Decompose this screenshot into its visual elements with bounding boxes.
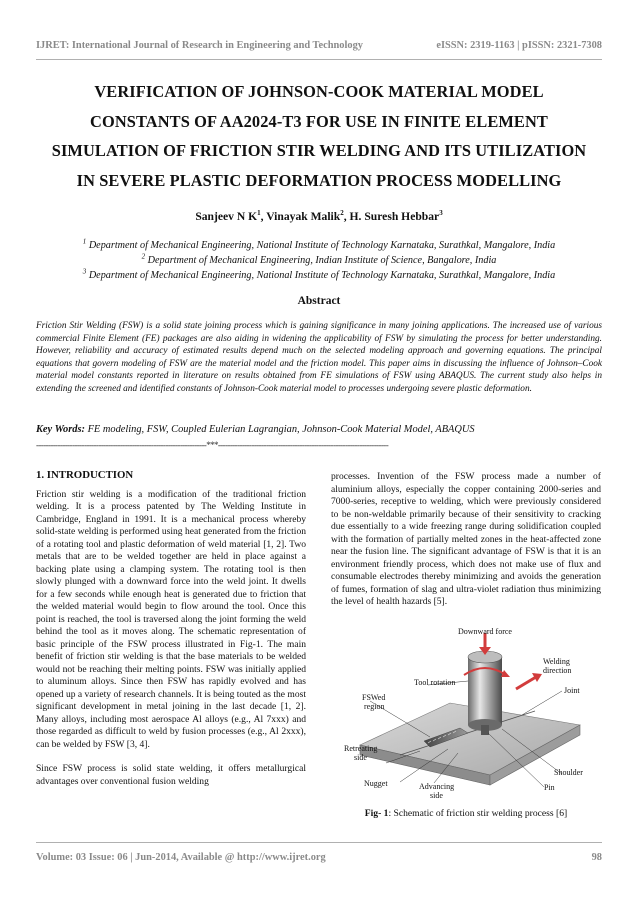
figure-caption-label: Fig- 1 bbox=[364, 808, 389, 819]
affil-text: Department of Mechanical Engineering, National Institute of Technology Karnataka, Surathkal, Mangalore, India bbox=[86, 270, 556, 281]
header-rule bbox=[36, 59, 602, 60]
affiliations bbox=[36, 238, 602, 283]
body-paragraph: Since FSW process is solid state welding, it offers metallurgical advantages over conventional fusion welding bbox=[36, 763, 306, 787]
keywords-label: Key Words: bbox=[36, 424, 85, 435]
author-name: Sanjeev N K bbox=[195, 210, 258, 223]
title-line: SIMULATION OF FRICTION STIR WELDING AND ITS UTILIZATION bbox=[51, 141, 587, 160]
title-line: CONSTANTS OF AA2024-T3 FOR USE IN FINITE ELEMENT bbox=[90, 111, 548, 131]
title-line: IN SEVERE PLASTIC DEFORMATION PROCESS MODELLING bbox=[76, 170, 562, 190]
affil-sup: 3 bbox=[82, 267, 87, 276]
footer-volume-info: Volume: 03 Issue: 06 | Jun-2014, Available @ http://www.ijret.org bbox=[36, 852, 326, 863]
author-sup: 1 bbox=[257, 209, 261, 218]
label-welding: Welding bbox=[543, 657, 570, 666]
affil-text: Department of Mechanical Engineering, National Institute of Technology Karnataka, Surathkal, Mangalore, India bbox=[86, 240, 556, 251]
welding-direction-arrow bbox=[516, 673, 542, 689]
affiliation bbox=[36, 238, 602, 253]
label-nugget: Nugget bbox=[364, 779, 388, 788]
label-advancing-side: side bbox=[430, 791, 443, 800]
label-shoulder: Shoulder bbox=[554, 768, 583, 777]
author-name: , H. Suresh Hebbar bbox=[343, 210, 440, 223]
keywords-text: FE modeling, FSW, Coupled Eulerian Lagrangian, Johnson-Cook Material Model, ABAQUS bbox=[84, 424, 475, 435]
paper-title bbox=[36, 77, 602, 195]
running-header bbox=[36, 40, 602, 51]
label-joint: Joint bbox=[564, 686, 580, 695]
left-column bbox=[36, 469, 306, 788]
running-footer bbox=[36, 852, 602, 863]
figure-caption bbox=[331, 808, 601, 819]
rotating-tool bbox=[468, 651, 502, 735]
author-sup: 2 bbox=[340, 209, 344, 218]
label-region: region bbox=[364, 702, 385, 711]
title-line: VERIFICATION OF JOHNSON-COOK MATERIAL MODEL bbox=[94, 82, 544, 101]
figure-caption-text: : Schematic of friction stir welding process [6] bbox=[388, 808, 568, 819]
page-number: 98 bbox=[591, 852, 602, 863]
fsw-schematic-figure bbox=[340, 625, 592, 807]
label-side: side bbox=[354, 753, 367, 762]
label-downward-force: Downward force bbox=[458, 627, 512, 636]
right-column bbox=[331, 471, 601, 609]
section-heading: 1. INTRODUCTION bbox=[36, 469, 134, 481]
separator-line: -----------------------------------------------------------------------***----------------------------------------------------------------------- bbox=[36, 440, 389, 450]
abstract-text: Friction Stir Welding (FSW) is a solid state joining process which is gaining significance in many joining applications. The increased use of various commercial Finite Element (FE) packages are also aiding in widening the applicability of FSW by simulating the process for better understanding. However, reliability and accuracy of estimated results depend much on the selected modeling approach and governing equations. The principal equations that govern modeling of FSW are the material model and the friction model. This paper aims in discussing the influence of Johnson–Cook material model constants reported in literature on results obtained from FE simulations of FSW using ABAQUS. The current study also helps in extending the screened and identified constants of Johnson-Cook material model to processes undergoing severe plastic deformation. bbox=[36, 321, 602, 394]
affil-text: Department of Mechanical Engineering, Indian Institute of Science, Bangalore, India bbox=[145, 255, 497, 266]
affil-sup: 1 bbox=[82, 237, 87, 246]
journal-name: IJRET: International Journal of Research in Engineering and Technology bbox=[36, 40, 363, 51]
author-list bbox=[36, 210, 602, 223]
label-retreating: Retreating bbox=[344, 744, 378, 753]
issn: eISSN: 2319-1163 | pISSN: 2321-7308 bbox=[436, 40, 602, 51]
abstract-heading: Abstract bbox=[297, 295, 341, 307]
label-direction: direction bbox=[543, 666, 572, 675]
affil-sup: 2 bbox=[141, 252, 146, 261]
author-sup: 3 bbox=[439, 209, 443, 218]
affiliation bbox=[36, 253, 602, 268]
footer-rule bbox=[36, 842, 602, 843]
body-paragraph: Friction stir welding is a modification of the traditional friction welding. It is a process patented by The Welding Institute in Cambridge, England in 1991. It is a mechanical process whereby solid-state welding is performed using heat generated from the friction of a rotating tool and plastic deformation of weld material [1, 2]. Two metals that are to be welded together are held in place against a backing plate using a clamping system. The rotating tool is then slowly plunged with a downward force into the weld joint. It dwells for a few seconds while enough heat is generated due to friction that the welded material would begin to flow around the tool. Once this point is reached, the tool is traversed along the joint forming the weld behind the tool as it moves along. The schematic representation of basic principle of the FSW process illustrated in Fig-1. The main benefit of friction stir welding is that the base materials to be welded would not be reaching their melting points. FSW was initially applied to aluminum alloys. Since then FSW has rapidly evolved and has opened up a variety of research channels. It is being touted as the most significant development in metal joining in the last decade [1, 2]. Many alloys, including most aerospace Al alloys (e.g., Al 7xxx) and those regarded as difficult to weld by fusion processes (e.g., Al 2xxx), can be welded by FSW [3, 4]. bbox=[36, 488, 306, 750]
label-fswed: FSWed bbox=[362, 693, 386, 702]
label-advancing: Advancing bbox=[419, 782, 455, 791]
keywords bbox=[36, 424, 602, 435]
label-tool-rotation: Tool rotation bbox=[414, 678, 456, 687]
label-pin: Pin bbox=[544, 783, 555, 792]
body-paragraph: processes. Invention of the FSW process made a number of aluminium alloys, especially the copper containing 2000-series and 7000-series, receptive to welding, which were previously considered to be non-weldable primarily because of their sensitivity to cracking due essentially to a wide freezing range during solidification coupled with the formation of partially melted zones in the heat-affected zone near the fusion line. The significant advantage of FSW is that it is an environment friendly process, which does not make use of flux and consumable electrodes thereby minimizing and avoids the generation of fumes, formation of slag and ultra-violet radiation thus minimizing the level of health hazards [5]. bbox=[331, 471, 601, 607]
author-name: , Vinayak Malik bbox=[260, 210, 341, 223]
affiliation bbox=[36, 268, 602, 283]
